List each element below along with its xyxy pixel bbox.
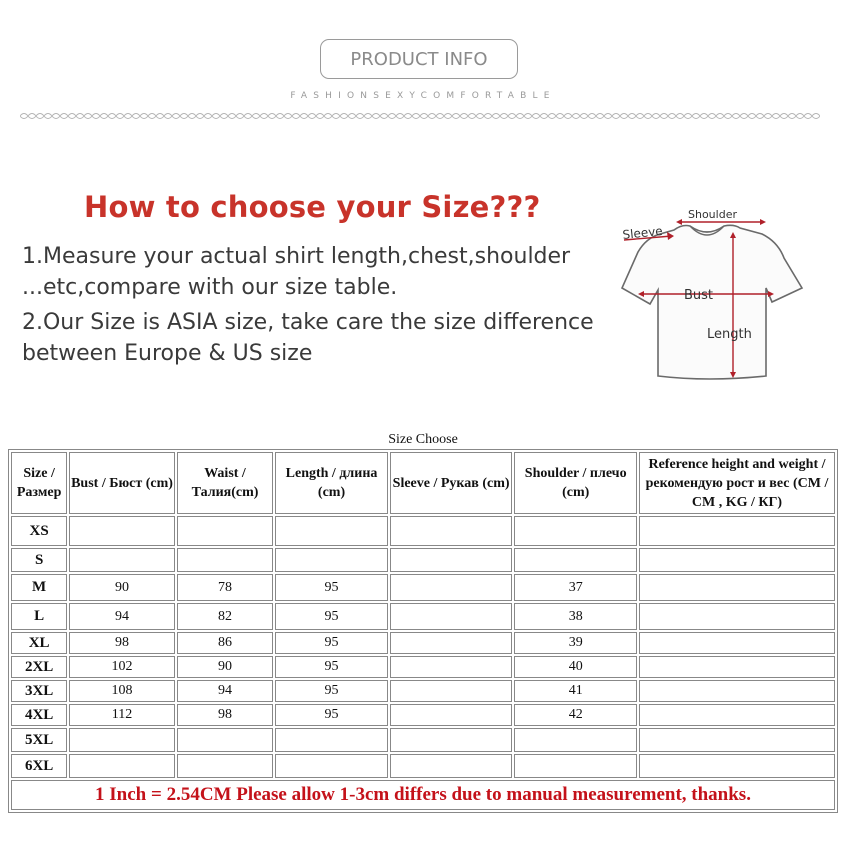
cell-waist	[177, 548, 273, 572]
cell-bust	[69, 754, 175, 778]
header-shoulder: Shoulder / плечо (cm)	[514, 452, 637, 514]
cell-length: 95	[275, 574, 388, 601]
header-bust: Bust / Бюст (cm)	[69, 452, 175, 514]
tagline: FASHIONSEXYCOMFORTABLE	[290, 91, 556, 101]
cell-sleeve	[390, 680, 513, 702]
cell-size: 6XL	[11, 754, 67, 778]
table-row	[11, 656, 835, 678]
cell-bust	[69, 516, 175, 546]
cell-size: 3XL	[11, 680, 67, 702]
cell-waist: 94	[177, 680, 273, 702]
guide-line-4: between Europe & US size	[22, 341, 313, 366]
label-bust: Bust	[684, 288, 714, 303]
cell-bust: 108	[69, 680, 175, 702]
table-row	[11, 548, 835, 572]
table-row	[11, 680, 835, 702]
cell-sleeve	[390, 754, 513, 778]
cell-sleeve	[390, 548, 513, 572]
cell-waist: 86	[177, 632, 273, 654]
table-caption: Size Choose	[388, 432, 458, 447]
cell-size: M	[11, 574, 67, 601]
size-guide-headline: How to choose your Size???	[84, 190, 541, 224]
cell-bust: 94	[69, 603, 175, 630]
table-row	[11, 728, 835, 752]
cell-bust: 102	[69, 656, 175, 678]
cell-sleeve	[390, 603, 513, 630]
header-length: Length / длина (cm)	[275, 452, 388, 514]
cell-reference	[639, 574, 835, 601]
decorative-wave-divider	[20, 108, 820, 124]
cell-size: XL	[11, 632, 67, 654]
cell-shoulder: 41	[514, 680, 637, 702]
product-info-title: PRODUCT INFO	[350, 48, 488, 70]
cell-reference	[639, 754, 835, 778]
table-row	[11, 704, 835, 726]
table-header-row	[11, 452, 835, 514]
table-row	[11, 603, 835, 630]
cell-length: 95	[275, 603, 388, 630]
guide-line-1: 1.Measure your actual shirt length,chest,shoulder	[22, 244, 571, 269]
table-note-row	[11, 780, 835, 810]
label-sleeve: Sleeve	[621, 223, 664, 242]
cell-reference	[639, 704, 835, 726]
cell-reference	[639, 728, 835, 752]
cell-sleeve	[390, 632, 513, 654]
cell-shoulder: 39	[514, 632, 637, 654]
cell-reference	[639, 516, 835, 546]
cell-waist: 78	[177, 574, 273, 601]
cell-length	[275, 516, 388, 546]
cell-shoulder: 40	[514, 656, 637, 678]
table-row	[11, 574, 835, 601]
cell-bust	[69, 728, 175, 752]
cell-reference	[639, 548, 835, 572]
header-reference: Reference height and weight / рекомендую рост и вес (CM / CM , KG / КГ)	[639, 452, 835, 514]
cell-length: 95	[275, 704, 388, 726]
cell-sleeve	[390, 728, 513, 752]
table-row	[11, 516, 835, 546]
cell-shoulder: 37	[514, 574, 637, 601]
measurement-note: 1 Inch = 2.54CM Please allow 1-3cm differs due to manual measurement, thanks.	[11, 780, 835, 810]
cell-shoulder	[514, 548, 637, 572]
label-length: Length	[707, 327, 752, 342]
cell-bust: 112	[69, 704, 175, 726]
cell-length	[275, 728, 388, 752]
cell-size: L	[11, 603, 67, 630]
cell-shoulder	[514, 754, 637, 778]
cell-size: 4XL	[11, 704, 67, 726]
cell-sleeve	[390, 516, 513, 546]
guide-line-3: 2.Our Size is ASIA size, take care the size difference	[22, 310, 594, 335]
cell-bust: 98	[69, 632, 175, 654]
shoulder-arrow-right-head	[760, 219, 766, 225]
cell-sleeve	[390, 704, 513, 726]
tshirt-measurement-diagram	[612, 200, 812, 385]
header-size: Size / Размер	[11, 452, 67, 514]
table-row	[11, 632, 835, 654]
cell-waist: 82	[177, 603, 273, 630]
cell-sleeve	[390, 656, 513, 678]
table-row	[11, 754, 835, 778]
cell-shoulder: 42	[514, 704, 637, 726]
cell-reference	[639, 603, 835, 630]
cell-length: 95	[275, 632, 388, 654]
header-waist: Waist / Талия(cm)	[177, 452, 273, 514]
header-sleeve: Sleeve / Рукав (cm)	[390, 452, 513, 514]
cell-waist	[177, 728, 273, 752]
cell-size: 2XL	[11, 656, 67, 678]
shoulder-arrow-left-head	[676, 219, 682, 225]
cell-length	[275, 548, 388, 572]
cell-size: 5XL	[11, 728, 67, 752]
cell-length	[275, 754, 388, 778]
cell-waist: 98	[177, 704, 273, 726]
cell-bust	[69, 548, 175, 572]
size-table	[8, 449, 838, 813]
cell-length: 95	[275, 680, 388, 702]
cell-length: 95	[275, 656, 388, 678]
cell-reference	[639, 632, 835, 654]
cell-shoulder	[514, 516, 637, 546]
cell-waist	[177, 516, 273, 546]
guide-line-2: ...etc,compare with our size table.	[22, 275, 398, 300]
cell-waist	[177, 754, 273, 778]
cell-size: XS	[11, 516, 67, 546]
cell-size: S	[11, 548, 67, 572]
cell-shoulder	[514, 728, 637, 752]
product-info-badge	[320, 39, 518, 79]
label-shoulder: Shoulder	[688, 208, 737, 221]
cell-waist: 90	[177, 656, 273, 678]
cell-reference	[639, 680, 835, 702]
cell-shoulder: 38	[514, 603, 637, 630]
cell-bust: 90	[69, 574, 175, 601]
cell-reference	[639, 656, 835, 678]
cell-sleeve	[390, 574, 513, 601]
